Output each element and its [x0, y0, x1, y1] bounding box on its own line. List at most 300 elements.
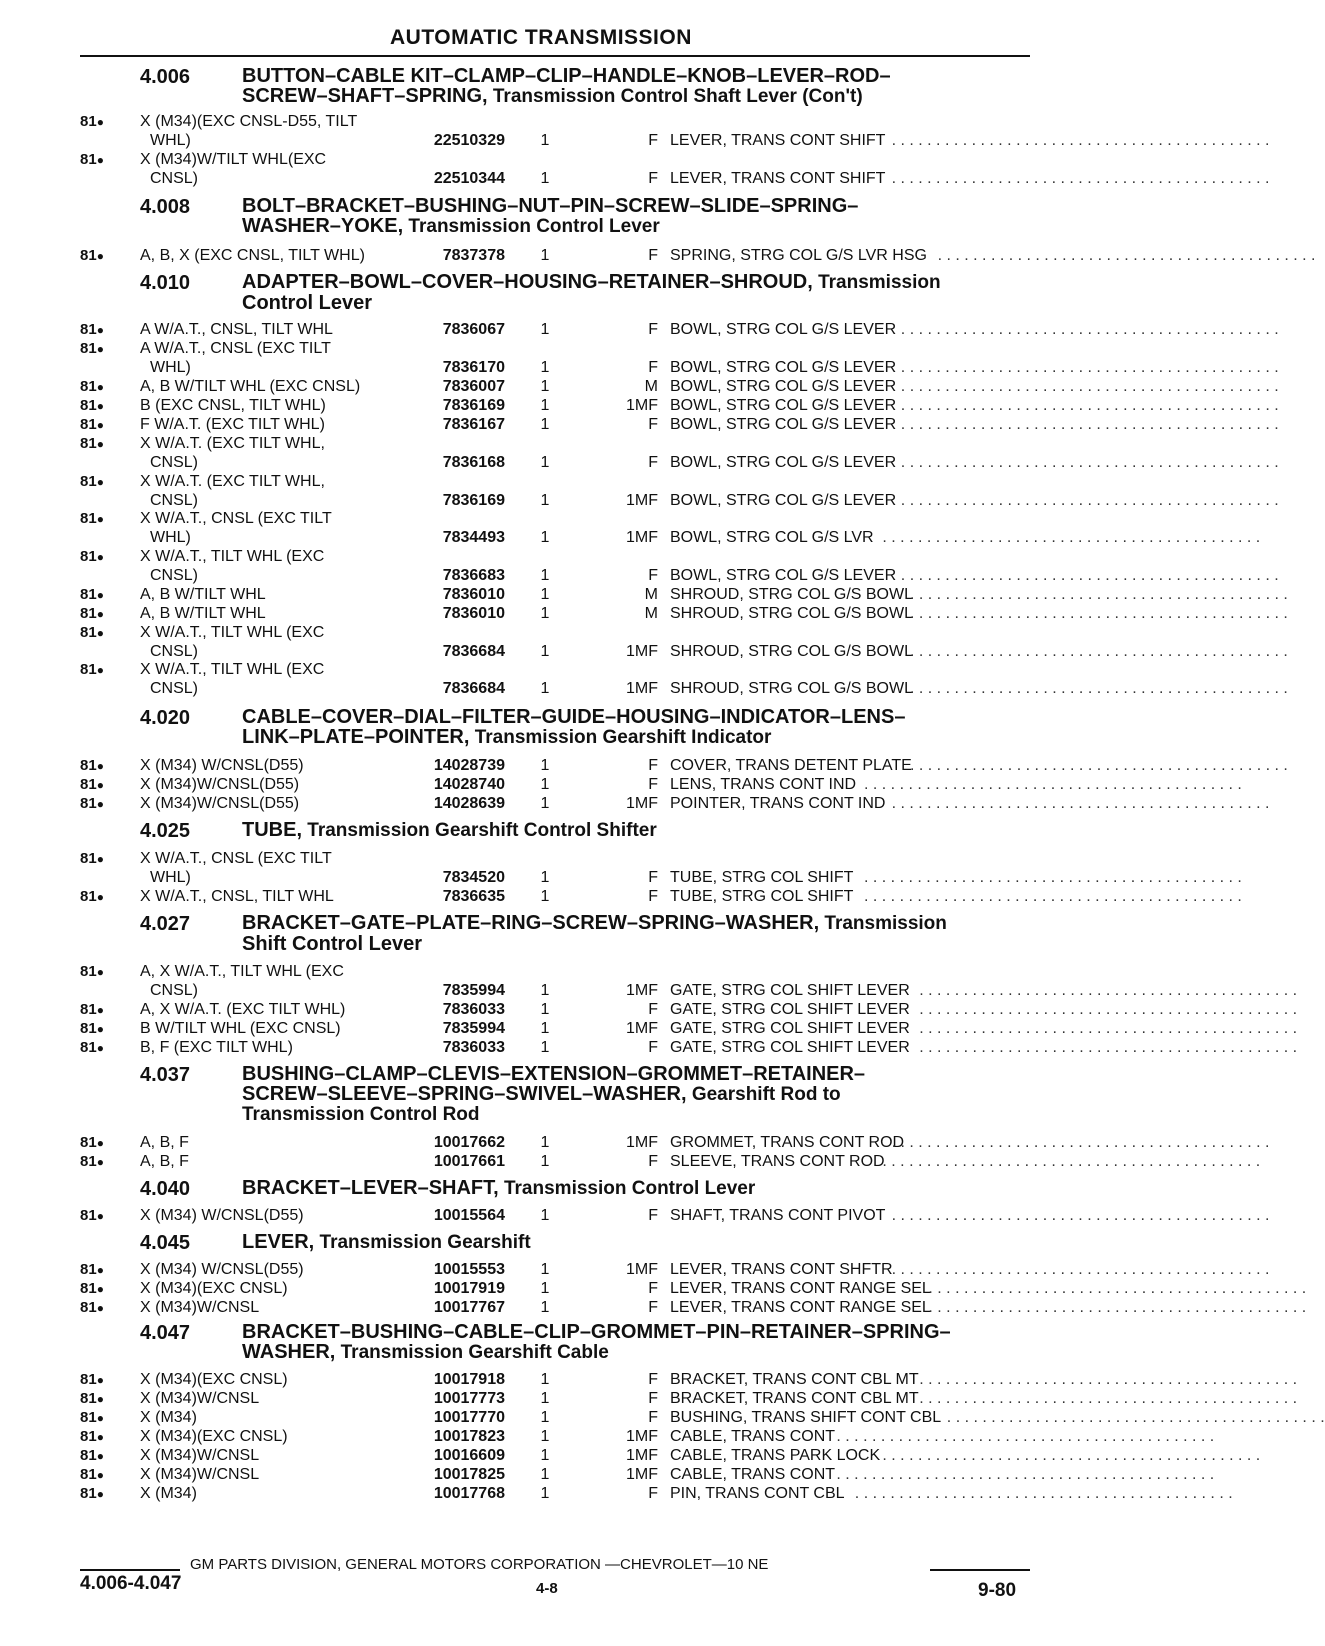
group-code-number: 81	[80, 548, 97, 565]
part-name: BOWL, STRG COL G/S LVR	[670, 529, 874, 546]
group-code-number: 81	[80, 605, 97, 622]
footer-rule-right	[930, 1569, 1030, 1571]
part-number: 14028639	[433, 795, 505, 812]
source-code: F	[648, 454, 658, 471]
group-code-number: 81	[80, 1409, 97, 1426]
section-title-line-2	[242, 293, 1030, 313]
usage-description-continued: WHL)	[150, 529, 191, 546]
part-name: GATE, STRG COL SHIFT LEVER	[670, 1001, 910, 1018]
quantity: 1	[540, 795, 550, 812]
title-keywords: SCREW–SLEEVE–SPRING–SWIVEL–WASHER,	[242, 1083, 687, 1105]
part-number: 10017661	[433, 1153, 505, 1170]
parts-row	[80, 339, 1279, 376]
quantity: 1	[540, 378, 550, 395]
group-code	[80, 756, 104, 776]
bullet-icon: ●	[96, 1003, 104, 1017]
bullet-icon: ●	[96, 1430, 104, 1444]
part-number: 7836010	[442, 586, 505, 603]
bullet-icon: ●	[96, 153, 104, 167]
title-description: Transmission Gearshift Indicator	[469, 727, 772, 748]
part-number: 10015553	[433, 1261, 505, 1278]
section-number: 4.020	[140, 707, 191, 729]
group-code-number: 81	[80, 1207, 97, 1224]
title-keywords: BUTTON–CABLE KIT–CLAMP–CLIP–HANDLE–KNOB–LEVER–ROD–	[242, 65, 891, 87]
title-description: Gearshift Rod to	[686, 1084, 841, 1105]
usage-description: X (M34)(EXC CNSL)	[140, 1280, 288, 1297]
part-number: 10017767	[433, 1299, 505, 1316]
leader-dots: . . . . . . . . . . . . . . . . . . . . . . . . . . . . . . . . . . . . . . . . . . .	[900, 321, 1279, 338]
source-code: 1MF	[626, 1134, 658, 1151]
group-code-number: 81	[80, 1466, 97, 1483]
section-title	[242, 1178, 1030, 1199]
quantity: 1	[540, 888, 550, 905]
parts-row	[80, 887, 1242, 907]
bullet-icon: ●	[96, 890, 104, 904]
part-number: 7836167	[442, 416, 505, 433]
source-code: F	[648, 1299, 658, 1316]
parts-row	[80, 962, 1298, 999]
leader-dots: . . . . . . . . . . . . . . . . . . . . . . . . . . . . . . . . . . . . . . . . . . .	[900, 492, 1279, 509]
parts-row	[80, 1038, 1298, 1058]
leader-dots: . . . . . . . . . . . . . . . . . . . . . . . . . . . . . . . . . . . . . . . . . . .	[864, 776, 1242, 793]
usage-description: A, B, F	[140, 1134, 189, 1151]
group-code	[80, 1298, 104, 1318]
bullet-icon: ●	[96, 1449, 104, 1463]
group-code	[80, 1206, 104, 1226]
part-number: 7836684	[442, 643, 505, 660]
part-name: BOWL, STRG COL G/S LEVER	[670, 359, 897, 376]
parts-row	[80, 1427, 1215, 1447]
part-number: 10017768	[433, 1485, 505, 1502]
bullet-icon: ●	[96, 626, 104, 640]
part-number: 7834520	[442, 869, 505, 886]
section-title-line-1	[242, 1064, 1030, 1084]
section-title-line-1	[242, 1178, 1030, 1199]
part-number: 7836010	[442, 605, 505, 622]
quantity: 1	[540, 1371, 550, 1388]
group-code-number: 81	[80, 586, 97, 603]
title-description: Transmission	[812, 272, 941, 293]
leader-dots: . . . . . . . . . . . . . . . . . . . . . . . . . . . . . . . . . . . . . . . . . . .	[864, 869, 1242, 886]
leader-dots: . . . . . . . . . . . . . . . . . . . . . . . . . . . . . . . . . . . . . . . . . . .	[854, 1485, 1233, 1502]
title-keywords: ADAPTER–BOWL–COVER–HOUSING–RETAINER–SHROUD,	[242, 271, 813, 293]
source-code: F	[648, 776, 658, 793]
group-code-number: 81	[80, 757, 97, 774]
part-number: 7836170	[442, 359, 505, 376]
group-code	[80, 320, 104, 340]
part-name: BOWL, STRG COL G/S LEVER	[670, 416, 897, 433]
parts-row	[80, 377, 1279, 397]
leader-dots: . . . . . . . . . . . . . . . . . . . . . . . . . . . . . . . . . . . . . . . . . . .	[910, 586, 1288, 603]
source-code: 1MF	[626, 1428, 658, 1445]
part-number: 7836169	[442, 492, 505, 509]
usage-description: B W/TILT WHL (EXC CNSL)	[140, 1020, 341, 1037]
title-keywords: WASHER,	[242, 1341, 336, 1363]
parts-row	[80, 604, 1288, 624]
part-name: TUBE, STRG COL SHIFT	[670, 888, 854, 905]
usage-description-continued: CNSL)	[150, 567, 199, 584]
parts-row	[80, 547, 1279, 584]
source-code: F	[648, 1390, 658, 1407]
section-title-line-2	[242, 934, 1030, 954]
section-number: 4.008	[140, 196, 191, 218]
source-code: F	[648, 321, 658, 338]
quantity: 1	[540, 869, 550, 886]
part-name: SHROUD, STRG COL G/S BOWL	[670, 680, 913, 697]
section-number: 4.010	[140, 272, 191, 294]
quantity: 1	[540, 1153, 550, 1170]
title-keywords: LEVER,	[242, 1231, 315, 1253]
usage-description: X (M34)W/CNSL	[140, 1299, 260, 1316]
part-number: 7835994	[442, 982, 505, 999]
part-number: 14028739	[433, 757, 505, 774]
bullet-icon: ●	[96, 1301, 104, 1315]
usage-description: X (M34) W/CNSL(D55)	[140, 757, 304, 774]
quantity: 1	[540, 605, 550, 622]
usage-description: A, B, X (EXC CNSL, TILT WHL)	[140, 247, 365, 264]
title-description: Transmission Control Lever	[498, 1178, 756, 1199]
group-code-number: 81	[80, 1428, 97, 1445]
usage-description: X W/A.T., CNSL, TILT WHL	[140, 888, 334, 905]
part-number: 22510329	[433, 132, 505, 149]
part-name: CABLE, TRANS PARK LOCK	[670, 1447, 881, 1464]
usage-description: X (M34) W/CNSL(D55)	[140, 1261, 304, 1278]
quantity: 1	[540, 567, 550, 584]
part-name: CABLE, TRANS CONT	[670, 1428, 836, 1445]
group-code	[80, 1484, 104, 1504]
part-name: BOWL, STRG COL G/S LEVER	[670, 492, 897, 509]
title-description: Transmission Control Lever	[403, 216, 660, 237]
usage-description-continued: WHL)	[150, 132, 191, 149]
parts-row	[80, 1446, 1261, 1466]
group-code-number: 81	[80, 435, 97, 452]
section-title	[242, 820, 1030, 841]
source-code: M	[644, 378, 658, 395]
part-name: LEVER, TRANS CONT RANGE SEL	[670, 1299, 931, 1316]
group-code-number: 81	[80, 473, 97, 490]
bullet-icon: ●	[96, 1263, 104, 1277]
part-name: SHROUD, STRG COL G/S BOWL	[670, 643, 913, 660]
group-code-number: 81	[80, 1020, 97, 1037]
part-name: SHAFT, TRANS CONT PIVOT	[670, 1207, 886, 1224]
quantity: 1	[540, 1039, 550, 1056]
leader-dots: . . . . . . . . . . . . . . . . . . . . . . . . . . . . . . . . . . . . . . . . . . .	[910, 643, 1288, 660]
leader-dots: . . . . . . . . . . . . . . . . . . . . . . . . . . . . . . . . . . . . . . . . . . .	[919, 1039, 1298, 1056]
leader-dots: . . . . . . . . . . . . . . . . . . . . . . . . . . . . . . . . . . . . . . . . . . .	[910, 757, 1288, 774]
part-number: 10017825	[433, 1466, 505, 1483]
bullet-icon: ●	[96, 1282, 104, 1296]
part-name: LEVER, TRANS CONT SHIFT	[670, 132, 886, 149]
leader-dots: . . . . . . . . . . . . . . . . . . . . . . . . . . . . . . . . . . . . . . . . . . .	[910, 605, 1288, 622]
source-code: 1MF	[626, 1261, 658, 1278]
section-number: 4.037	[140, 1064, 191, 1086]
quantity: 1	[540, 321, 550, 338]
bullet-icon: ●	[96, 249, 104, 263]
part-name: LEVER, TRANS CONT SHIFT	[670, 170, 886, 187]
source-code: 1MF	[626, 680, 658, 697]
part-name: BRACKET, TRANS CONT CBL MT	[670, 1390, 919, 1407]
usage-description: X W/A.T. (EXC TILT WHL,	[140, 473, 325, 490]
quantity: 1	[540, 1020, 550, 1037]
usage-description: X (M34)W/TILT WHL(EXC	[140, 151, 327, 168]
section-number: 4.025	[140, 820, 191, 842]
source-code: F	[648, 416, 658, 433]
group-code	[80, 660, 104, 680]
group-code-number: 81	[80, 340, 97, 357]
quantity: 1	[540, 776, 550, 793]
usage-description: X W/A.T. (EXC TILT WHL,	[140, 435, 325, 452]
source-code: F	[648, 1207, 658, 1224]
title-keywords: WASHER–YOKE,	[242, 215, 404, 237]
part-name: GATE, STRG COL SHIFT LEVER	[670, 1039, 910, 1056]
leader-dots: . . . . . . . . . . . . . . . . . . . . . . . . . . . . . . . . . . . . . . . . . . .	[900, 454, 1279, 471]
section-title-line-1	[242, 820, 1030, 841]
parts-row	[80, 756, 1288, 776]
group-code-number: 81	[80, 888, 97, 905]
title-keywords: BUSHING–CLAMP–CLEVIS–EXTENSION–GROMMET–RETAINER–	[242, 1063, 866, 1085]
quantity: 1	[540, 1447, 550, 1464]
usage-description: X (M34)	[140, 1485, 197, 1502]
section-title-line-2	[242, 1084, 1030, 1105]
bullet-icon: ●	[96, 550, 104, 564]
usage-description: B, F (EXC TILT WHL)	[140, 1039, 293, 1056]
source-code: 1MF	[626, 643, 658, 660]
source-code: 1MF	[626, 529, 658, 546]
part-name: COVER, TRANS DETENT PLATE	[670, 757, 912, 774]
leader-dots: . . . . . . . . . . . . . . . . . . . . . . . . . . . . . . . . . . . . . . . . . . .	[928, 1299, 1307, 1316]
bullet-icon: ●	[96, 1411, 104, 1425]
section-title-line-1	[242, 1232, 1030, 1253]
part-name: LEVER, TRANS CONT RANGE SEL	[670, 1280, 931, 1297]
group-code	[80, 1260, 104, 1280]
bullet-icon: ●	[96, 380, 104, 394]
group-code-number: 81	[80, 850, 97, 867]
usage-description: A, X W/A.T., TILT WHL (EXC	[140, 963, 344, 980]
source-code: F	[648, 359, 658, 376]
group-code-number: 81	[80, 1261, 97, 1278]
section-title-line-2	[242, 216, 1030, 237]
bullet-icon: ●	[96, 663, 104, 677]
group-code	[80, 1152, 104, 1172]
quantity: 1	[540, 1299, 550, 1316]
group-code-number: 81	[80, 321, 97, 338]
quantity: 1	[540, 1466, 550, 1483]
group-code-number: 81	[80, 1485, 97, 1502]
parts-row	[80, 415, 1279, 435]
group-code-number: 81	[80, 795, 97, 812]
parts-row	[80, 1133, 1270, 1153]
source-code: 1MF	[626, 1466, 658, 1483]
parts-row	[80, 1279, 1307, 1299]
part-number: 10017823	[433, 1428, 505, 1445]
leader-dots: . . . . . . . . . . . . . . . . . . . . . . . . . . . . . . . . . . . . . . . . . . .	[891, 1207, 1270, 1224]
parts-row	[80, 1465, 1215, 1485]
source-code: F	[648, 1409, 658, 1426]
parts-row	[80, 1019, 1298, 1039]
group-code	[80, 150, 104, 170]
group-code	[80, 1279, 104, 1299]
quantity: 1	[540, 397, 550, 414]
leader-dots: . . . . . . . . . . . . . . . . . . . . . . . . . . . . . . . . . . . . . . . . . . .	[864, 888, 1242, 905]
leader-dots: . . . . . . . . . . . . . . . . . . . . . . . . . . . . . . . . . . . . . . . . . . .	[891, 1134, 1270, 1151]
bullet-icon: ●	[96, 759, 104, 773]
leader-dots: . . . . . . . . . . . . . . . . . . . . . . . . . . . . . . . . . . . . . . . . . . .	[919, 982, 1298, 999]
parts-row	[80, 623, 1288, 660]
parts-row	[80, 1152, 1261, 1172]
source-code: F	[648, 567, 658, 584]
group-code	[80, 1000, 104, 1020]
group-code-number: 81	[80, 378, 97, 395]
part-number: 7836007	[442, 378, 505, 395]
part-number: 10017919	[433, 1280, 505, 1297]
parts-row	[80, 320, 1279, 340]
usage-description-continued: CNSL)	[150, 492, 199, 509]
bullet-icon: ●	[96, 475, 104, 489]
usage-description: A, B W/TILT WHL	[140, 605, 266, 622]
quantity: 1	[540, 1261, 550, 1278]
quantity: 1	[540, 1280, 550, 1297]
part-name: BUSHING, TRANS SHIFT CONT CBL	[670, 1409, 942, 1426]
part-name: TUBE, STRG COL SHIFT	[670, 869, 854, 886]
group-code-number: 81	[80, 1001, 97, 1018]
part-name: SHROUD, STRG COL G/S BOWL	[670, 605, 913, 622]
parts-row	[80, 150, 1270, 187]
part-number: 10017662	[433, 1134, 505, 1151]
leader-dots: . . . . . . . . . . . . . . . . . . . . . . . . . . . . . . . . . . . . . . . . . . .	[891, 795, 1270, 812]
bullet-icon: ●	[96, 512, 104, 526]
footer-range: 4.006-4.047	[80, 1573, 182, 1594]
quantity: 1	[540, 1485, 550, 1502]
group-code	[80, 887, 104, 907]
part-number: 7836033	[442, 1001, 505, 1018]
bullet-icon: ●	[96, 1392, 104, 1406]
footer-date: 9-80	[978, 1580, 1017, 1601]
leader-dots: . . . . . . . . . . . . . . . . . . . . . . . . . . . . . . . . . . . . . . . . . . .	[900, 378, 1279, 395]
group-code-number: 81	[80, 776, 97, 793]
part-number: 22510344	[433, 170, 505, 187]
leader-dots: . . . . . . . . . . . . . . . . . . . . . . . . . . . . . . . . . . . . . . . . . . .	[928, 1280, 1307, 1297]
quantity: 1	[540, 1134, 550, 1151]
title-description: Transmission Gearshift Control Shifter	[302, 820, 657, 841]
parts-row	[80, 1370, 1298, 1390]
usage-description-continued: CNSL)	[150, 643, 199, 660]
group-code	[80, 509, 104, 529]
group-code	[80, 775, 104, 795]
group-code	[80, 623, 104, 643]
group-code-number: 81	[80, 397, 97, 414]
part-name: SLEEVE, TRANS CONT ROD	[670, 1153, 885, 1170]
part-name: POINTER, TRANS CONT IND	[670, 795, 886, 812]
group-code-number: 81	[80, 963, 97, 980]
group-code	[80, 1133, 104, 1153]
section-title	[242, 707, 1030, 748]
group-code	[80, 1465, 104, 1485]
parts-row	[80, 794, 1270, 814]
usage-description: A, B W/TILT WHL (EXC CNSL)	[140, 378, 361, 395]
group-code	[80, 396, 104, 416]
section-number: 4.047	[140, 1322, 191, 1344]
leader-dots: . . . . . . . . . . . . . . . . . . . . . . . . . . . . . . . . . . . . . . . . . . .	[882, 1153, 1261, 1170]
bullet-icon: ●	[96, 399, 104, 413]
part-name: PIN, TRANS CONT CBL	[670, 1485, 845, 1502]
group-code	[80, 415, 104, 435]
usage-description: X (M34)W/CNSL(D55)	[140, 776, 300, 793]
usage-description: X W/A.T., CNSL (EXC TILT	[140, 510, 332, 527]
source-code: F	[648, 869, 658, 886]
usage-description: A W/A.T., CNSL (EXC TILT	[140, 340, 331, 357]
footer-rule-left	[80, 1569, 180, 1571]
group-code	[80, 1389, 104, 1409]
source-code: F	[648, 757, 658, 774]
source-code: 1MF	[626, 982, 658, 999]
parts-row	[80, 849, 1242, 886]
group-code	[80, 1370, 104, 1390]
source-code: F	[648, 1153, 658, 1170]
section-title	[242, 1322, 1030, 1363]
bullet-icon: ●	[96, 797, 104, 811]
part-name: BOWL, STRG COL G/S LEVER	[670, 454, 897, 471]
bullet-icon: ●	[96, 1468, 104, 1482]
quantity: 1	[540, 1409, 550, 1426]
leader-dots: . . . . . . . . . . . . . . . . . . . . . . . . . . . . . . . . . . . . . . . . . . .	[919, 1020, 1298, 1037]
group-code-number: 81	[80, 1039, 97, 1056]
quantity: 1	[540, 492, 550, 509]
usage-description: X (M34) W/CNSL(D55)	[140, 1207, 304, 1224]
usage-description: X W/A.T., CNSL (EXC TILT	[140, 850, 332, 867]
part-number: 7834493	[442, 529, 505, 546]
title-keywords: BOLT–BRACKET–BUSHING–NUT–PIN–SCREW–SLIDE–SPRING–	[242, 195, 859, 217]
part-name: BOWL, STRG COL G/S LEVER	[670, 567, 897, 584]
group-code-number: 81	[80, 1447, 97, 1464]
section-number: 4.040	[140, 1178, 191, 1200]
usage-description: X (M34)W/CNSL	[140, 1466, 260, 1483]
leader-dots: . . . . . . . . . . . . . . . . . . . . . . . . . . . . . . . . . . . . . . . . . . .	[882, 529, 1261, 546]
bullet-icon: ●	[96, 607, 104, 621]
quantity: 1	[540, 643, 550, 660]
quantity: 1	[540, 359, 550, 376]
title-keywords: TUBE,	[242, 819, 302, 841]
section-number: 4.027	[140, 913, 191, 935]
usage-description: X (M34)W/CNSL	[140, 1390, 260, 1407]
group-code	[80, 1038, 104, 1058]
part-name: BRACKET, TRANS CONT CBL MT	[670, 1371, 919, 1388]
usage-description: A, X W/A.T. (EXC TILT WHL)	[140, 1001, 346, 1018]
group-code	[80, 472, 104, 492]
leader-dots: . . . . . . . . . . . . . . . . . . . . . . . . . . . . . . . . . . . . . . . . . . .	[919, 1371, 1298, 1388]
leader-dots: . . . . . . . . . . . . . . . . . . . . . . . . . . . . . . . . . . . . . . . . . . .	[946, 1409, 1325, 1426]
quantity: 1	[540, 1390, 550, 1407]
parts-row	[80, 434, 1279, 471]
title-description: Transmission	[819, 913, 947, 934]
usage-description: A, B, F	[140, 1153, 189, 1170]
usage-description-continued: CNSL)	[150, 454, 199, 471]
source-code: M	[644, 605, 658, 622]
usage-description: X (M34)W/CNSL	[140, 1447, 260, 1464]
usage-description: A W/A.T., CNSL, TILT WHL	[140, 321, 333, 338]
bullet-icon: ●	[96, 1022, 104, 1036]
source-code: 1MF	[626, 1447, 658, 1464]
parts-row	[80, 472, 1279, 509]
part-number: 7836683	[442, 567, 505, 584]
part-number: 7836168	[442, 454, 505, 471]
group-code-number: 81	[80, 1299, 97, 1316]
source-code: F	[648, 1371, 658, 1388]
section-title	[242, 1064, 1030, 1125]
group-code-number: 81	[80, 661, 97, 678]
part-name: CABLE, TRANS CONT	[670, 1466, 836, 1483]
leader-dots: . . . . . . . . . . . . . . . . . . . . . . . . . . . . . . . . . . . . . . . . . . .	[900, 416, 1279, 433]
group-code	[80, 585, 104, 605]
